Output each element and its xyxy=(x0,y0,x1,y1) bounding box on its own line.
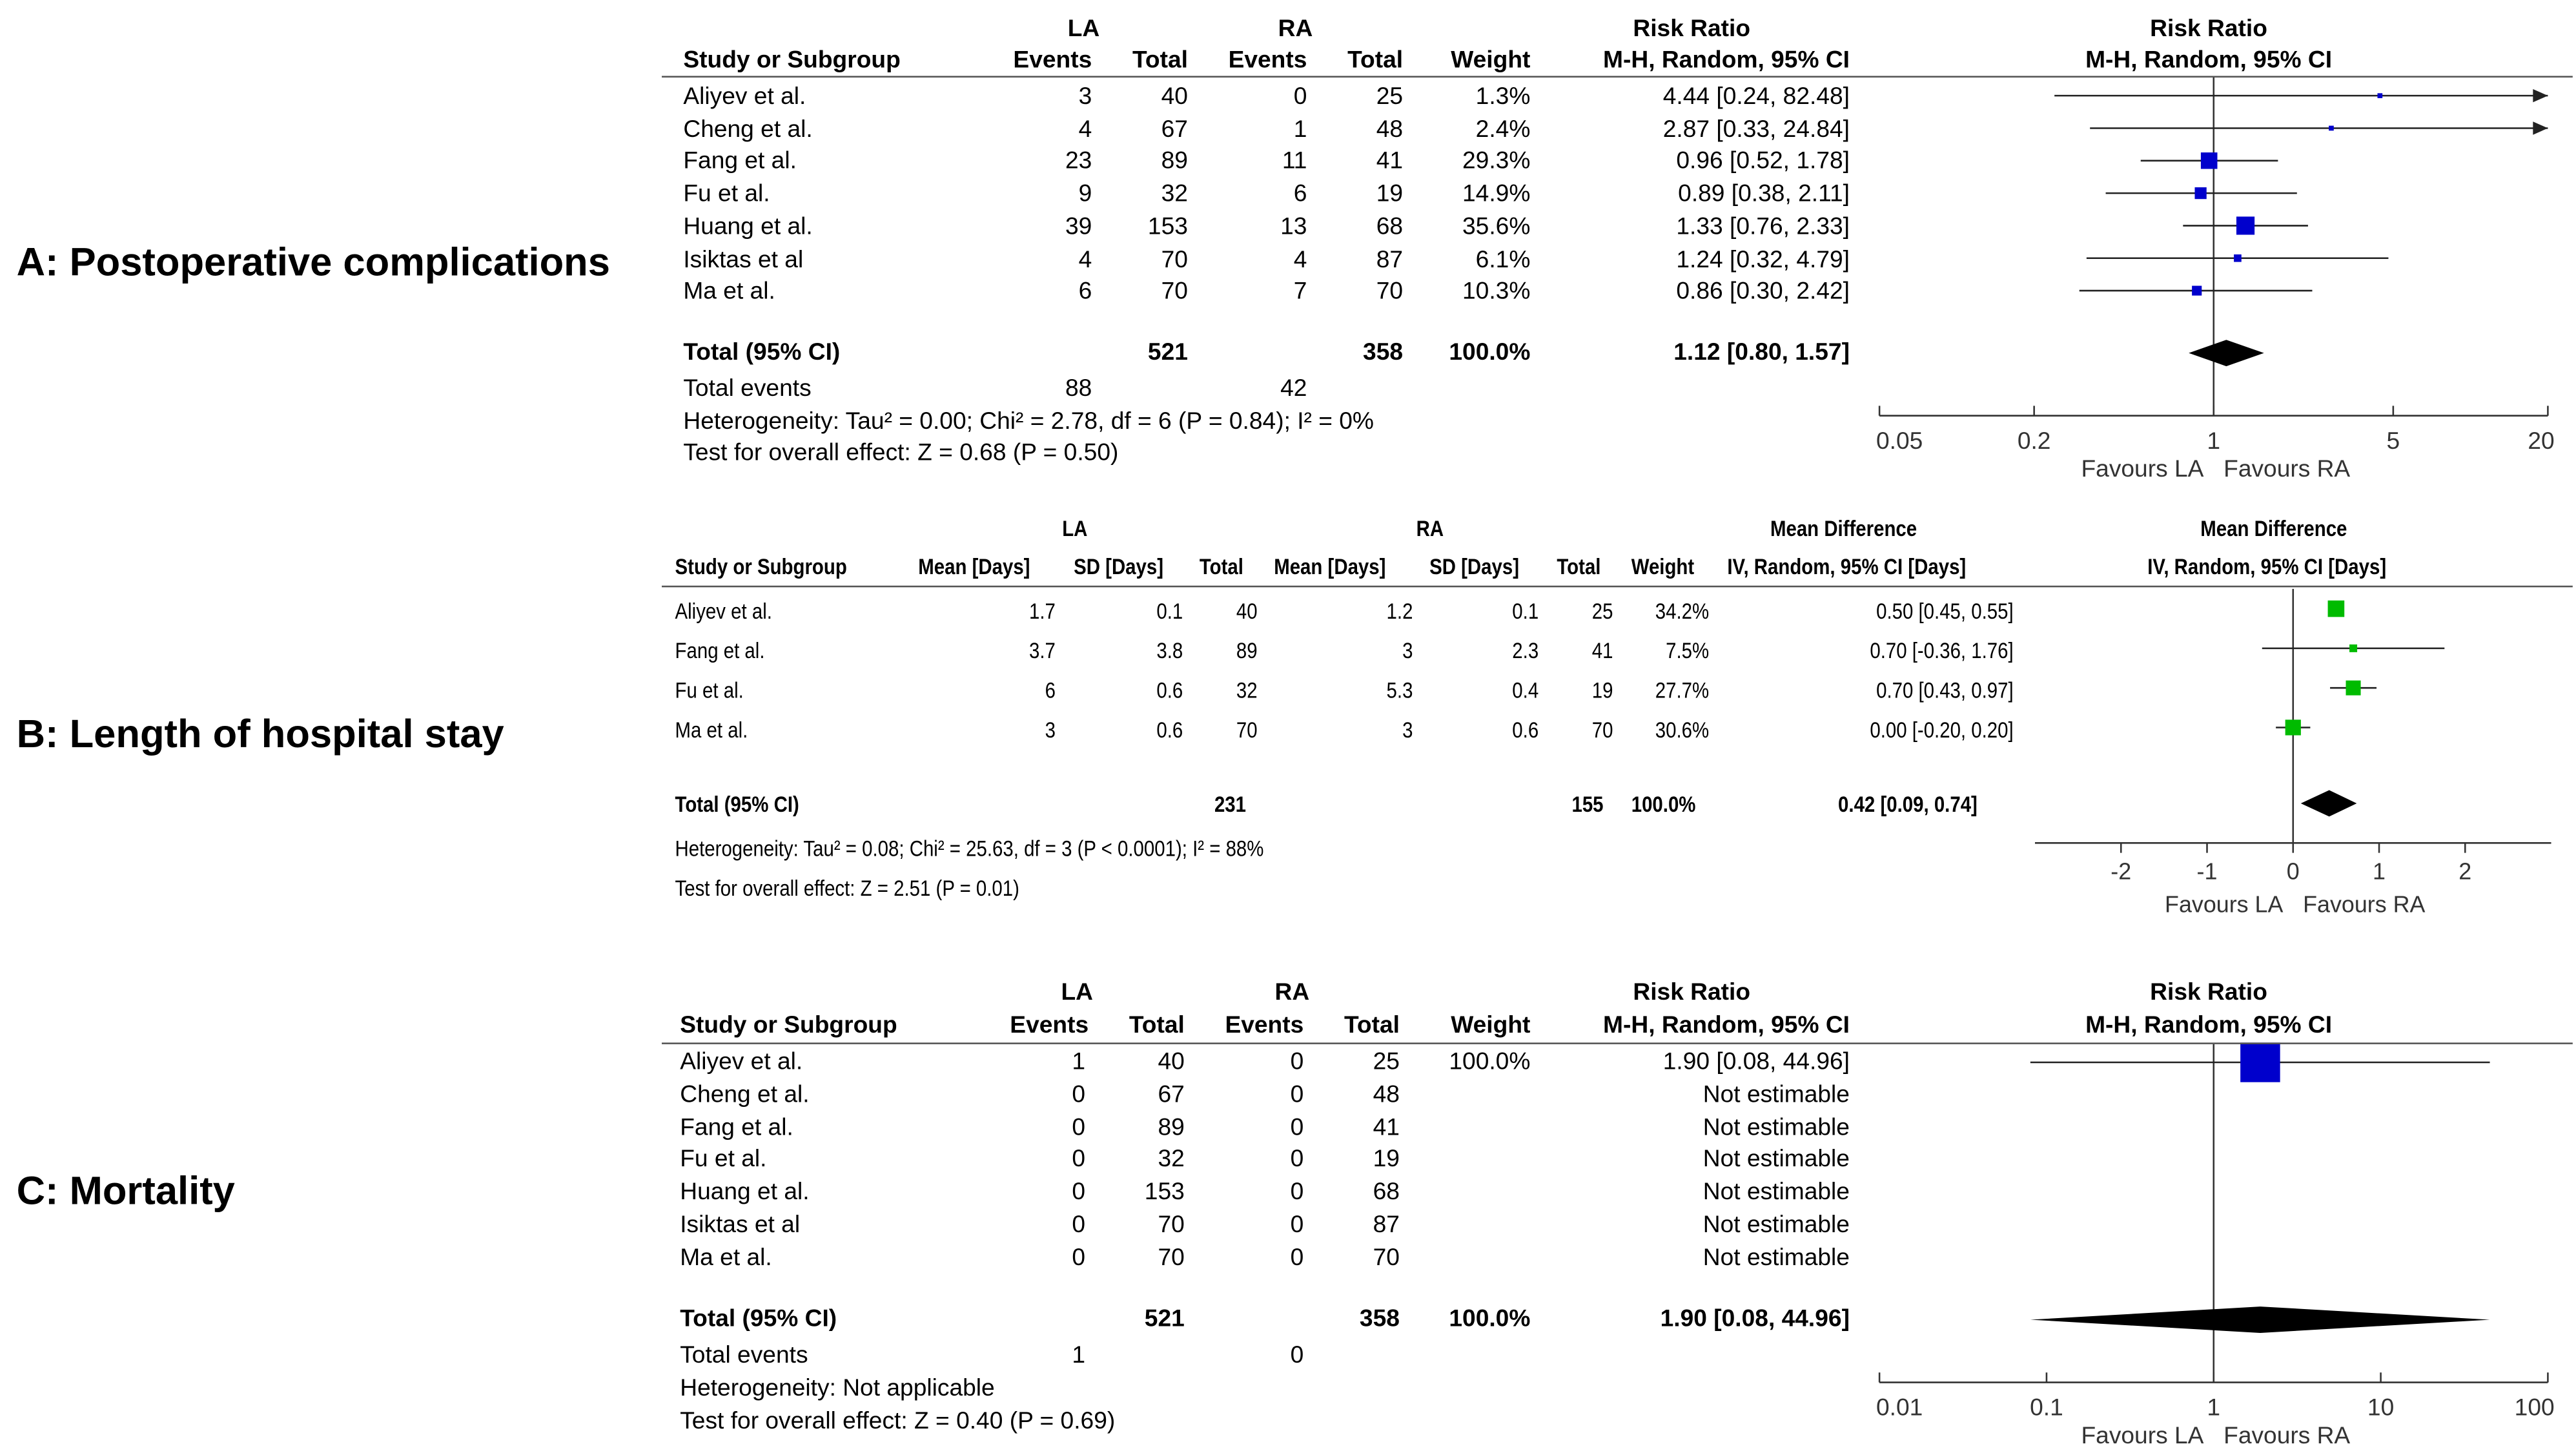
panel-c-c-events: 0 xyxy=(1290,1147,1304,1174)
panel-b-tick-label: 1 xyxy=(2373,858,2386,885)
panel-c-e-events: 1 xyxy=(1072,1049,1086,1076)
panel-a-group-control: RA xyxy=(1278,16,1313,43)
panel-a-total-e: 521 xyxy=(1147,340,1188,367)
panel-c-study-name: Fang et al. xyxy=(680,1114,793,1141)
panel-b-header-rule xyxy=(662,586,2573,588)
panel-b-e-sd: 3.8 xyxy=(1156,638,1183,663)
panel-b-plot-title: Mean Difference xyxy=(2200,516,2347,541)
panel-b-c-total: 19 xyxy=(1591,677,1613,703)
panel-c-tick-label: 100 xyxy=(2514,1393,2555,1421)
panel-b-e-total: 32 xyxy=(1236,677,1258,703)
panel-c-point-marker xyxy=(2240,1042,2280,1082)
panel-c-c-events: 0 xyxy=(1290,1082,1304,1109)
panel-a-ci-arrow xyxy=(2533,89,2548,102)
panel-c-e-events: 0 xyxy=(1072,1147,1086,1174)
panel-c-study-name: Aliyev et al. xyxy=(680,1049,803,1076)
panel-a-total-ci: 1.12 [0.80, 1.57] xyxy=(1673,340,1850,367)
panel-c-plot-title: Risk Ratio xyxy=(2150,980,2267,1007)
panel-c-tick-label: 10 xyxy=(2367,1393,2395,1421)
panel-c-c-events: 0 xyxy=(1290,1114,1304,1141)
panel-c-total-c: 358 xyxy=(1359,1306,1400,1333)
panel-a-ci-text: 1.33 [0.76, 2.33] xyxy=(1676,214,1850,241)
panel-a-tick-label: 5 xyxy=(2386,426,2400,454)
panel-b-overall-effect: Test for overall effect: Z = 2.51 (P = 0.01) xyxy=(675,876,1019,901)
panel-c-total-e: 521 xyxy=(1144,1306,1185,1333)
panel-a-favours-right: Favours RA xyxy=(2223,455,2351,482)
panel-b-study-name: Ma et al. xyxy=(675,717,748,743)
panel-a-c-events: 7 xyxy=(1293,279,1307,306)
panel-b-study-name: Aliyev et al. xyxy=(675,599,772,624)
panel-a-label: A: Postoperative complications xyxy=(16,240,610,285)
panel-c-ci-text: Not estimable xyxy=(1702,1245,1850,1272)
panel-b-col-e-total: Total xyxy=(1199,554,1243,579)
panel-a-e-events: 39 xyxy=(1065,214,1092,241)
panel-b-total-label: Total (95% CI) xyxy=(675,792,799,817)
panel-b-c-sd: 0.1 xyxy=(1512,599,1539,624)
panel-b-col-c-total: Total xyxy=(1557,554,1601,579)
panel-b-favours-right: Favours RA xyxy=(2303,891,2426,918)
panel-a-point-marker xyxy=(2201,152,2218,169)
panel-a-total-diamond xyxy=(2189,340,2264,366)
panel-b-weight: 34.2% xyxy=(1655,599,1710,624)
panel-b-tick-label: 2 xyxy=(2458,858,2472,885)
panel-c-c-total: 19 xyxy=(1373,1147,1400,1174)
panel-b-e-mean: 6 xyxy=(1045,677,1056,703)
panel-b-c-sd: 2.3 xyxy=(1512,638,1539,663)
panel-a-study-name: Cheng et al. xyxy=(683,116,813,143)
panel-b-e-sd: 0.6 xyxy=(1156,677,1183,703)
panel-c-e-total: 67 xyxy=(1158,1082,1185,1109)
panel-b-total-diamond xyxy=(2301,790,2357,817)
panel-a-e-total: 70 xyxy=(1161,246,1188,273)
panel-b-group-experimental: LA xyxy=(1062,516,1088,541)
panel-a-total-events-label: Total events xyxy=(683,376,812,403)
panel-b-favours-left: Favours LA xyxy=(2165,891,2284,918)
panel-a-weight: 35.6% xyxy=(1462,214,1531,241)
panel-b-total-e: 231 xyxy=(1214,792,1247,817)
panel-b-col-weight: Weight xyxy=(1631,554,1695,579)
panel-c-ci-text: Not estimable xyxy=(1702,1147,1850,1174)
panel-c-tick-label: 0.1 xyxy=(2030,1393,2063,1421)
panel-c-study-name: Ma et al. xyxy=(680,1245,772,1272)
panel-a-col-e-events: Events xyxy=(1013,48,1092,74)
panel-a-heterogeneity: Heterogeneity: Tau² = 0.00; Chi² = 2.78, df = 6 (P = 0.84); I² = 0% xyxy=(683,409,1374,436)
panel-b-c-sd: 0.4 xyxy=(1512,677,1539,703)
panel-a-c-total: 25 xyxy=(1376,84,1404,111)
panel-c-total-weight: 100.0% xyxy=(1449,1306,1531,1333)
panel-a-c-events: 6 xyxy=(1293,181,1307,209)
panel-c-col-effect-method: M-H, Random, 95% CI xyxy=(1603,1013,1850,1040)
panel-a-weight: 6.1% xyxy=(1475,246,1531,273)
panel-b-weight: 7.5% xyxy=(1666,638,1710,663)
panel-c-study-name: Huang et al. xyxy=(680,1179,810,1206)
panel-a-ci-text: 2.87 [0.33, 24.84] xyxy=(1662,116,1850,143)
panel-b-weight: 30.6% xyxy=(1655,717,1710,743)
panel-c-c-total: 41 xyxy=(1373,1114,1400,1141)
panel-b-c-mean: 3 xyxy=(1402,638,1413,663)
panel-a-c-events: 11 xyxy=(1282,149,1307,176)
panel-b-col-study: Study or Subgroup xyxy=(675,554,847,579)
panel-b-col-e-sd: SD [Days] xyxy=(1074,554,1164,579)
panel-a-c-total: 68 xyxy=(1376,214,1404,241)
panel-a-total-label: Total (95% CI) xyxy=(683,340,841,367)
panel-c-c-total: 70 xyxy=(1373,1245,1400,1272)
panel-a-point-marker xyxy=(2234,254,2242,262)
panel-a-ci-text: 4.44 [0.24, 82.48] xyxy=(1662,84,1850,111)
panel-c-col-c-events: Events xyxy=(1225,1013,1304,1040)
panel-a-col-weight: Weight xyxy=(1451,48,1531,74)
panel-a-total-c: 358 xyxy=(1363,340,1404,367)
panel-c-ci-text: 1.90 [0.08, 44.96] xyxy=(1662,1049,1850,1076)
panel-b-e-total: 70 xyxy=(1236,717,1258,743)
panel-c-e-events: 0 xyxy=(1072,1245,1086,1272)
panel-c-ci-text: Not estimable xyxy=(1702,1212,1850,1239)
panel-a-weight: 10.3% xyxy=(1462,279,1531,306)
panel-a-e-total: 67 xyxy=(1161,116,1188,143)
panel-b-study-name: Fang et al. xyxy=(675,638,765,663)
panel-a-e-events: 6 xyxy=(1078,279,1092,306)
panel-a-ci-text: 0.89 [0.38, 2.11] xyxy=(1678,181,1850,209)
panel-b-col-c-sd: SD [Days] xyxy=(1429,554,1520,579)
panel-b-col-e-mean: Mean [Days] xyxy=(918,554,1030,579)
panel-c-total-events-label: Total events xyxy=(680,1343,808,1370)
panel-b-c-mean: 1.2 xyxy=(1386,599,1413,624)
panel-b-total-ci: 0.42 [0.09, 0.74] xyxy=(1838,792,1978,817)
panel-a-e-events: 3 xyxy=(1078,84,1092,111)
panel-c-total-ci: 1.90 [0.08, 44.96] xyxy=(1660,1306,1850,1333)
panel-a-c-total: 48 xyxy=(1376,116,1404,143)
panel-c-col-study: Study or Subgroup xyxy=(680,1013,897,1040)
panel-c-label: C: Mortality xyxy=(16,1170,235,1215)
panel-a-e-events: 4 xyxy=(1078,246,1092,273)
panel-c-favours-left: Favours LA xyxy=(2081,1421,2204,1449)
panel-a-total-events-e: 88 xyxy=(1065,376,1092,403)
panel-c-effect-title: Risk Ratio xyxy=(1633,980,1751,1007)
panel-a-group-experimental: LA xyxy=(1067,16,1100,43)
panel-b-e-total: 89 xyxy=(1236,638,1258,663)
panel-a-ci-text: 0.96 [0.52, 1.78] xyxy=(1676,149,1850,176)
panel-a-c-events: 1 xyxy=(1293,116,1307,143)
panel-c-col-c-total: Total xyxy=(1344,1013,1400,1040)
panel-c-e-events: 0 xyxy=(1072,1212,1086,1239)
panel-c-ci-text: Not estimable xyxy=(1702,1179,1850,1206)
panel-a-total-weight: 100.0% xyxy=(1449,340,1531,367)
panel-c-total-label: Total (95% CI) xyxy=(680,1306,837,1333)
panel-a-favours-left: Favours LA xyxy=(2081,455,2204,482)
panel-b-ci-text: 0.70 [-0.36, 1.76] xyxy=(1870,638,2014,663)
panel-b-effect-title: Mean Difference xyxy=(1770,516,1917,541)
panel-a-col-e-total: Total xyxy=(1132,48,1188,74)
panel-a-point-marker xyxy=(2195,187,2207,199)
panel-a-weight: 14.9% xyxy=(1462,181,1531,209)
panel-c-tick-label: 1 xyxy=(2207,1393,2221,1421)
panel-c-c-total: 87 xyxy=(1373,1212,1400,1239)
panel-a-e-events: 9 xyxy=(1078,181,1092,209)
panel-a-point-marker xyxy=(2329,126,2334,131)
panel-a-col-c-total: Total xyxy=(1347,48,1404,74)
panel-c-e-total: 153 xyxy=(1144,1179,1185,1206)
panel-c-total-events-c: 0 xyxy=(1290,1343,1304,1370)
panel-a-c-total: 70 xyxy=(1376,279,1404,306)
panel-b-col-plot-method: IV, Random, 95% CI [Days] xyxy=(2147,554,2387,579)
panel-a-e-events: 23 xyxy=(1065,149,1092,176)
panel-a-col-c-events: Events xyxy=(1228,48,1307,74)
panel-a-col-plot-method: M-H, Random, 95% CI xyxy=(2085,48,2333,74)
panel-c-c-events: 0 xyxy=(1290,1212,1304,1239)
panel-a-point-marker xyxy=(2236,216,2254,234)
panel-c-c-total: 68 xyxy=(1373,1179,1400,1206)
panel-a-e-events: 4 xyxy=(1078,116,1092,143)
panel-a-study-name: Fang et al. xyxy=(683,149,797,176)
panel-a-total-events-c: 42 xyxy=(1280,376,1307,403)
panel-a-weight: 29.3% xyxy=(1462,149,1531,176)
panel-a-e-total: 89 xyxy=(1161,149,1188,176)
panel-b-study-name: Fu et al. xyxy=(675,677,744,703)
panel-c-col-e-total: Total xyxy=(1129,1013,1185,1040)
panel-a-e-total: 153 xyxy=(1147,214,1188,241)
panel-a-e-total: 70 xyxy=(1161,279,1188,306)
panel-c-study-name: Cheng et al. xyxy=(680,1082,810,1109)
panel-a-study-name: Aliyev et al. xyxy=(683,84,806,111)
panel-a-c-total: 87 xyxy=(1376,246,1404,273)
panel-b-c-total: 70 xyxy=(1591,717,1613,743)
panel-a-tick-label: 0.2 xyxy=(2017,426,2051,454)
panel-c-c-events: 0 xyxy=(1290,1245,1304,1272)
panel-a-weight: 2.4% xyxy=(1475,116,1531,143)
panel-a-col-study: Study or Subgroup xyxy=(683,48,901,74)
panel-b-c-total: 25 xyxy=(1591,599,1613,624)
panel-b-ci-text: 0.00 [-0.20, 0.20] xyxy=(1870,717,2014,743)
panel-c-e-events: 0 xyxy=(1072,1179,1086,1206)
panel-a-e-total: 40 xyxy=(1161,84,1188,111)
panel-a-study-name: Fu et al. xyxy=(683,181,770,209)
panel-c-c-total: 48 xyxy=(1373,1082,1400,1109)
panel-c-c-total: 25 xyxy=(1373,1049,1400,1076)
panel-c-study-name: Fu et al. xyxy=(680,1147,767,1174)
panel-a-tick-label: 1 xyxy=(2207,426,2221,454)
panel-a-tick-label: 0.05 xyxy=(1876,426,1923,454)
panel-a-col-effect-method: M-H, Random, 95% CI xyxy=(1603,48,1850,74)
panel-a-point-marker xyxy=(2377,93,2382,98)
panel-b-ci-text: 0.70 [0.43, 0.97] xyxy=(1876,677,2014,703)
panel-b-total-weight: 100.0% xyxy=(1631,792,1696,817)
panel-c-total-diamond xyxy=(2030,1306,2490,1333)
panel-b-e-mean: 3 xyxy=(1045,717,1056,743)
panel-b-e-sd: 0.1 xyxy=(1156,599,1183,624)
panel-c-header-rule xyxy=(662,1042,2573,1044)
panel-c-col-e-events: Events xyxy=(1010,1013,1089,1040)
panel-a-c-events: 13 xyxy=(1280,214,1307,241)
panel-b-col-c-mean: Mean [Days] xyxy=(1274,554,1386,579)
panel-c-e-total: 70 xyxy=(1158,1212,1185,1239)
panel-b-c-sd: 0.6 xyxy=(1512,717,1539,743)
panel-a-c-events: 0 xyxy=(1293,84,1307,111)
panel-b-e-total: 40 xyxy=(1236,599,1258,624)
panel-a-c-events: 4 xyxy=(1293,246,1307,273)
panel-c-col-weight: Weight xyxy=(1451,1013,1531,1040)
panel-b-point-marker xyxy=(2349,645,2357,652)
panel-b-point-marker xyxy=(2328,601,2345,617)
panel-b-tick-label: 0 xyxy=(2286,858,2300,885)
panel-a-plot-title: Risk Ratio xyxy=(2150,16,2267,43)
panel-a-study-name: Huang et al. xyxy=(683,214,813,241)
panel-a-point-marker xyxy=(2192,286,2202,296)
panel-c-study-name: Isiktas et al xyxy=(680,1212,801,1239)
panel-c-e-total: 70 xyxy=(1158,1245,1185,1272)
panel-c-ci-text: Not estimable xyxy=(1702,1082,1850,1109)
panel-a-overall-effect: Test for overall effect: Z = 0.68 (P = 0.50) xyxy=(683,440,1119,467)
panel-c-tick-label: 0.01 xyxy=(1876,1393,1923,1421)
panel-b-group-control: RA xyxy=(1416,516,1444,541)
panel-b-point-marker xyxy=(2285,719,2301,735)
panel-c-e-events: 0 xyxy=(1072,1114,1086,1141)
panel-b-tick-label: -1 xyxy=(2196,858,2218,885)
panel-a-c-total: 19 xyxy=(1376,181,1404,209)
panel-b-ci-text: 0.50 [0.45, 0.55] xyxy=(1876,599,2014,624)
panel-a-study-name: Isiktas et al xyxy=(683,246,804,273)
panel-a-ci-text: 1.24 [0.32, 4.79] xyxy=(1676,246,1850,273)
panel-b-weight: 27.7% xyxy=(1655,677,1710,703)
panel-c-col-plot-method: M-H, Random, 95% CI xyxy=(2085,1013,2333,1040)
panel-b-total-c: 155 xyxy=(1571,792,1604,817)
panel-c-heterogeneity: Heterogeneity: Not applicable xyxy=(680,1376,995,1403)
panel-b-tick-label: -2 xyxy=(2111,858,2132,885)
panel-c-c-events: 0 xyxy=(1290,1049,1304,1076)
panel-b-c-total: 41 xyxy=(1591,638,1613,663)
panel-a-tick-label: 20 xyxy=(2528,426,2555,454)
panel-b-e-mean: 1.7 xyxy=(1029,599,1056,624)
panel-b-label: B: Length of hospital stay xyxy=(16,712,504,758)
panel-b-e-sd: 0.6 xyxy=(1156,717,1183,743)
panel-c-ci-text: Not estimable xyxy=(1702,1114,1850,1141)
panel-b-c-mean: 5.3 xyxy=(1386,677,1413,703)
panel-b-c-mean: 3 xyxy=(1402,717,1413,743)
panel-c-e-total: 32 xyxy=(1158,1147,1185,1174)
panel-c-c-events: 0 xyxy=(1290,1179,1304,1206)
panel-c-group-experimental: LA xyxy=(1061,980,1094,1007)
panel-c-overall-effect: Test for overall effect: Z = 0.40 (P = 0.69) xyxy=(680,1409,1116,1436)
panel-a-ci-text: 0.86 [0.30, 2.42] xyxy=(1676,279,1850,306)
panel-c-group-control: RA xyxy=(1274,980,1310,1007)
panel-a-c-total: 41 xyxy=(1376,149,1404,176)
panel-a-weight: 1.3% xyxy=(1475,84,1531,111)
panel-b-heterogeneity: Heterogeneity: Tau² = 0.08; Chi² = 25.63, df = 3 (P < 0.0001); I² = 88% xyxy=(675,836,1264,862)
panel-b-e-mean: 3.7 xyxy=(1029,638,1056,663)
panel-a-study-name: Ma et al. xyxy=(683,279,775,306)
panel-a-ci-arrow xyxy=(2533,121,2548,134)
panel-c-total-events-e: 1 xyxy=(1072,1343,1086,1370)
panel-b-col-effect-method: IV, Random, 95% CI [Days] xyxy=(1727,554,1967,579)
panel-a-effect-title: Risk Ratio xyxy=(1633,16,1751,43)
panel-c-e-total: 40 xyxy=(1158,1049,1185,1076)
panel-c-e-events: 0 xyxy=(1072,1082,1086,1109)
panel-a-e-total: 32 xyxy=(1161,181,1188,209)
panel-c-favours-right: Favours RA xyxy=(2223,1421,2351,1449)
panel-c-e-total: 89 xyxy=(1158,1114,1185,1141)
panel-c-weight: 100.0% xyxy=(1449,1049,1531,1076)
panel-b-point-marker xyxy=(2346,681,2361,696)
